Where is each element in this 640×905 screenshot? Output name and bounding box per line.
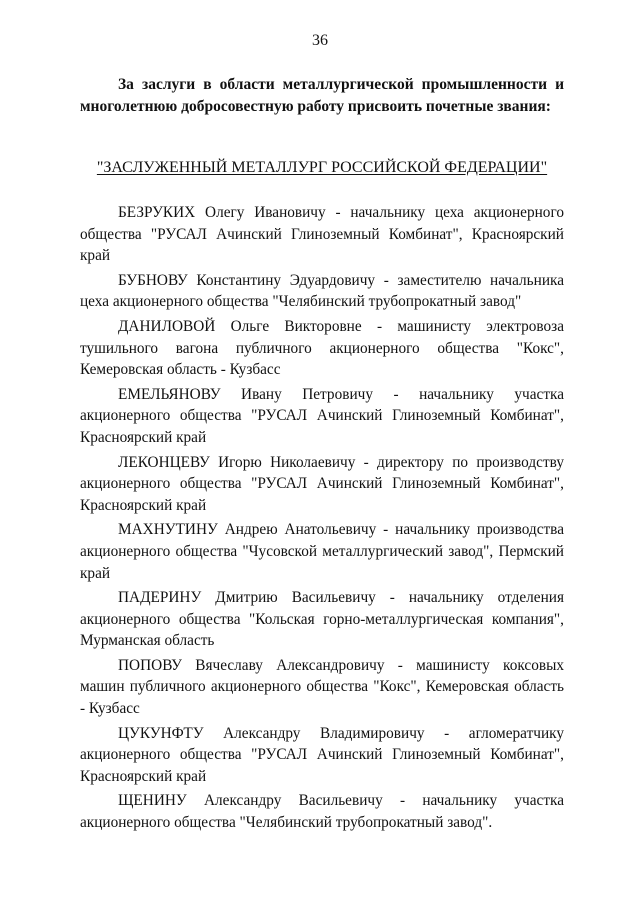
awardee-entry: ДАНИЛОВОЙ Ольге Викторовне - машинисту электровоза тушильного вагона публичного акционерного общества "Кокс", Кемеровская область - Кузбасс: [80, 317, 564, 379]
awardee-entry: БЕЗРУКИХ Олегу Ивановичу - начальнику цеха акционерного общества "РУСАЛ Ачинский Глиноземный Комбинат", Красноярский край: [80, 204, 564, 265]
awardee-list: [80, 202, 564, 837]
awardee-entry: БУБНОВУ Константину Эдуардовичу - заместителю начальника цеха акционерного общества "Челябинский трубопрокатный завод": [80, 271, 564, 311]
awardee-entry: ЩЕНИНУ Александру Васильевичу - начальнику участка акционерного общества "Челябинский трубопрокатный завод".: [80, 792, 564, 832]
awardee-entry: ПОПОВУ Вячеславу Александровичу - машинисту коксовых машин публичного акционерного общества "Кокс", Кемеровская область - Кузбасс: [80, 656, 564, 718]
awardee-entry: ПАДЕРИНУ Дмитрию Васильевичу - начальнику отделения акционерного общества "Кольская горно-металлургическая компания", Мурманская область: [80, 589, 564, 650]
awardee-entry: ЦУКУНФТУ Александру Владимировичу - агломератчику акционерного общества "РУСАЛ Ачинский Глиноземный Комбинат", Красноярский край: [80, 724, 564, 785]
decree-heading: За заслуги в области металлургической промышленности и многолетнюю добросовестную работу присвоить почетные звания:: [80, 76, 564, 115]
page-number: 36: [312, 32, 328, 49]
awardee-entry: ЛЕКОНЦЕВУ Игорю Николаевичу - директору по производству акционерного общества "РУСАЛ Ачинский Глиноземный Комбинат", Красноярский край: [80, 453, 564, 514]
awardee-entry: МАХНУТИНУ Андрею Анатольевичу - начальнику производства акционерного общества "Чусовской металлургический завод", Пермский край: [80, 521, 564, 582]
awardee-entry: ЕМЕЛЬЯНОВУ Ивану Петровичу - начальнику участка акционерного общества "РУСАЛ Ачинский Глиноземный Комбинат", Красноярский край: [80, 385, 564, 446]
award-title: "ЗАСЛУЖЕННЫЙ МЕТАЛЛУРГ РОССИЙСКОЙ ФЕДЕРАЦИИ": [96, 159, 548, 176]
